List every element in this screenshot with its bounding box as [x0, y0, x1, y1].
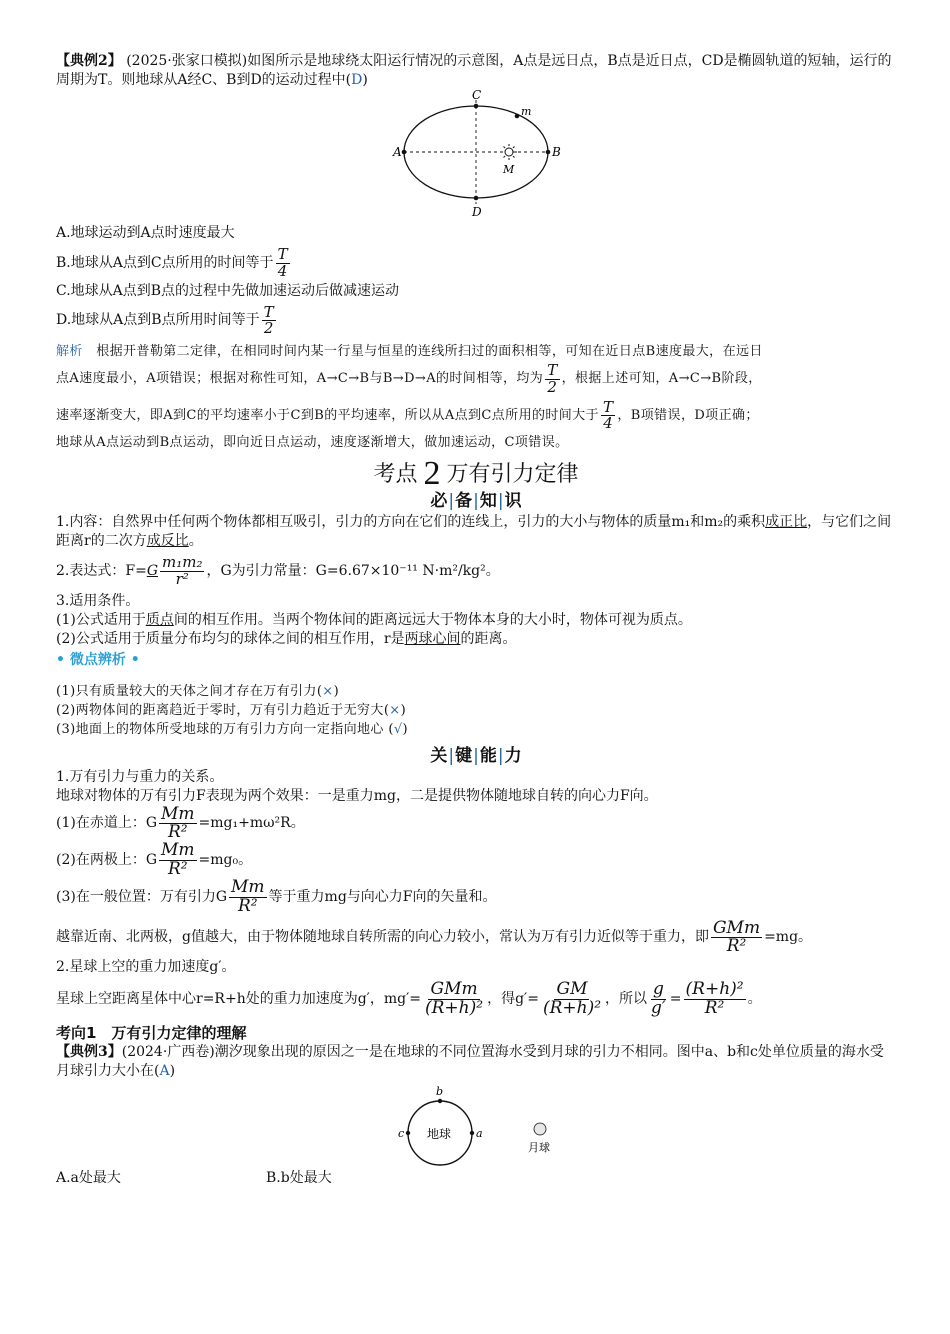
option-b: B.地球从A点到C点所用的时间等于 $\frac{T}{4}$	[56, 245, 288, 280]
svg-text:a: a	[476, 1126, 483, 1140]
answer: D	[351, 72, 363, 88]
equator-eq: (1)在赤道上：G $\frac{Mm}{\text{R²}}$ =mg₁+mω²R。	[56, 803, 305, 843]
heading-guanjian: 关|键|能|力	[430, 745, 522, 766]
moon-label: 月球	[528, 1140, 550, 1154]
point-a	[470, 1131, 474, 1135]
point-a	[402, 150, 407, 155]
label-a: A	[393, 145, 402, 159]
tide-diagram	[56, 1085, 896, 1169]
label-d: D	[472, 205, 482, 219]
point-b	[546, 150, 551, 155]
example-tag: 【典例2】	[56, 53, 122, 69]
point-b	[438, 1099, 442, 1103]
micro-points: (1)只有质量较大的天体之间才存在万有引力(×) (2)两物体间的距离趋近于零时，万有引力趋近于无穷大(×) (3)地面上的物体所受地球的万有引力方向一定指向地心 (√)	[56, 683, 408, 737]
near-poles: 越靠近南、北两极，g值越大，由于物体随地球自转所需的向心力较小，常认为万有引力近似等于重力，即 $\frac{\text{GMm}}{\text{R²}}$ =mg。	[56, 917, 813, 957]
label-c: C	[472, 90, 482, 102]
pole-eq: (2)在两极上：G $\frac{Mm}{\text{R²}}$ =mg₀。	[56, 840, 253, 880]
example-2: 【典例2】 (2025·张家口模拟)如图所示是地球绕太阳运行情况的示意图，A点是远日点，B点是近日点，CD是椭圆轨道的短轴，运行的周期为T。则地球从A经C、B到D的运动过程中(D)	[56, 53, 892, 88]
direction-heading: 考向1 万有引力定律的理解	[56, 1023, 247, 1042]
moon-icon	[534, 1123, 546, 1135]
svg-text:c: c	[398, 1126, 405, 1140]
label-m-earth: m	[521, 105, 532, 118]
orbit-diagram	[56, 90, 896, 222]
micro-point-heading: • 微点辨析 •	[56, 651, 140, 668]
label-m-sun: M	[503, 163, 515, 176]
option-3b: B.b处最大	[266, 1169, 332, 1186]
fraction-t-2: $\frac{T}{2}$	[263, 302, 274, 338]
fraction-m1m2-r2: $\frac{\text{m₁m₂}}{\text{r²}}$	[162, 553, 203, 588]
point-c	[474, 104, 479, 109]
condition-2: (2)公式适用于质量分布均匀的球体之间的相互作用，r是两球心间的距离。	[56, 630, 517, 647]
option-d: D.地球从A点到B点所用时间等于 $\frac{T}{2}$	[56, 302, 274, 338]
page: 【典例2】 (2025·张家口模拟)如图所示是地球绕太阳运行情况的示意图，A点是远日点，B点是近日点，CD是椭圆轨道的短轴，运行的周期为T。则地球从A经C、B到D的运动过程中(D) A B C D M m A.地球运动到A点时速度最大 B.地球从A点到C点所用的时间等于 $\frac{T}{4}$ C.地球从A点到B点的过程中先做加速运动后做减速运动 D.地球从A点到B点所用时间等于 $\frac{T}{2}$ 解析 根据开普勒第二定律，在相同时间内某一行星与恒星的连线所扫过的面积相等，可知在近日点B速度最大，在远日 点A速度最小，A项错误；根据对称性可知，A→C→B与B→D→A的时间相等，均为 $\frac{T}{2}$ ，根据上述可知，A→C→B阶段， 速率逐渐变大，即A到C的平均速率小于C到B的平均速率，所以从A点到C点所用的时间大于 $\frac{T}{4}$ ，B项错误，D项正确； 地球从A点运动到B点运动，即向近日点运动，速度逐渐增大，做加速运动，C项错误。 考点 2 万有引力定律 必|备|知|识 1.内容：自然界中任何两个物体都相互吸引，引力的方向在它们的连线上，引力的大小与物体的质量m₁和m₂的乘积成正比，与它们之间距离r的二次方成反比。 2.表达式：F= G $\frac{\text{m₁m₂}}{\text{r²}}$ ，G为引力常量：G=6.67×10⁻¹¹ N·m²/kg²。 3.适用条件。 (1)公式适用于质点间的相互作用。当两个物体间的距离远远大于物体本身的大小时，物体可视为质点。 (2)公式适用于质量分布均匀的球体之间的相互作用，r是两球心间的距离。 • 微点辨析 • (1)只有质量较大的天体之间才存在万有引力(×) (2)两物体间的距离趋近于零时，万有引力趋近于无穷大(×) (3)地面上的物体所受地球的万有引力方向一定指向地心 (√) 关|键|能|力 1.万有引力与重力的关系。 地球对物体的万有引力F表现为两个效果：一是重力mg，二是提供物体随地球自转的向心力F向。 (1)在赤道上：G $\frac{Mm}{\text{R²}}$ =mg₁+mω²R。 (2)在两极上：G $\frac{Mm}{\text{R²}}$ =mg₀。 (3)在一般位置：万有引力G $\frac{Mm}{\text{R²}}$ 等于重力mg与向心力F向的矢量和。 越靠近南、北两极，g值越大，由于物体随地球自转所需的向心力较小，常认为万有引力近似等于重力，即 $\frac{\text{GMm}}{\text{R²}}$ =mg。 2.星球上空的重力加速度g′。 星球上空距离星体中心r=R+h处的重力加速度为g′，mg′= $\frac{\text{GMm}}{\text{(R+h)²}}$ ，得g′= $\frac{GM}{\text{(R+h)²}}$ ，所以 $\frac{g}{g'}$ = $\frac{\text{(R+h)²}}{\text{R²}}$ 。 考向1 万有引力定律的理解 【典例3】(2024·广西卷)潮汐现象出现的原因之一是在地球的不同位置海水受到月球的引力不相同。图中a、b和c处单位质量的海水受月球引力大小在(A) 地球 月球 a b c A.a处最大 B.b处最大	[56, 52, 896, 1188]
gravity-altitude-eq: 星球上空距离星体中心r=R+h处的重力加速度为g′，mg′= $\frac{\text{GMm}}{\text{(R+h)²}}$ ，得g′= $\frac{GM}{\text{(R+h)²}}$ ，所以 $\frac{g}{g'}$ = $\frac{\text{(R+h)²}}{\text{R²}}$ 。	[56, 979, 762, 1019]
options-3	[56, 1169, 896, 1188]
knowledge-2: 2.表达式：F= G $\frac{\text{m₁m₂}}{\text{r²}}$ ，G为引力常量：G=6.67×10⁻¹¹ N·m²/kg²。	[56, 553, 500, 588]
earth-label: 地球	[427, 1126, 452, 1141]
fraction-t-4: $\frac{T}{4}$	[602, 397, 614, 433]
analysis-label: 解析	[56, 344, 83, 359]
heading-bibei: 必|备|知|识	[430, 491, 522, 511]
point-c	[406, 1131, 410, 1135]
label-b: B	[552, 145, 561, 159]
option-3a: A.a处最大	[56, 1169, 121, 1186]
section-title: 考点 2 万有引力定律	[373, 455, 579, 492]
condition-1: (1)公式适用于质点间的相互作用。当两个物体间的距离远远大于物体本身的大小时，物体可视为质点。	[56, 611, 692, 628]
tide-figure	[56, 1085, 896, 1169]
point-d	[474, 196, 479, 201]
example-3: 【典例3】(2024·广西卷)潮汐现象出现的原因之一是在地球的不同位置海水受到月球的引力不相同。图中a、b和c处单位质量的海水受月球引力大小在(A)	[56, 1043, 884, 1079]
fraction-t-4: $\frac{T}{4}$	[277, 245, 288, 280]
svg-text:b: b	[436, 1084, 444, 1098]
earth-point-m	[515, 114, 520, 119]
analysis: 解析 根据开普勒第二定律，在相同时间内某一行星与恒星的连线所扫过的面积相等，可知在近日点B速度最大，在远日 点A速度最小，A项错误；根据对称性可知，A→C→B与B→D→A的时间相等，均为 $\frac{T}{2}$ ，根据上述可知，A→C→B阶段， 速率逐渐变大，即A到C的平均速率小于C到B的平均速率，所以从A点到C点所用的时间大于 $\frac{T}{4}$ ，B项错误，D项正确； 地球从A点运动到B点运动，即向近日点运动，速度逐渐增大，做加速运动，C项错误。	[56, 344, 763, 450]
option-c: C.地球从A点到B点的过程中先做加速运动后做减速运动	[56, 282, 400, 299]
general-eq: (3)在一般位置：万有引力G $\frac{Mm}{\text{R²}}$ 等于重力mg与向心力F向的矢量和。	[56, 876, 497, 916]
knowledge-1: 1.内容：自然界中任何两个物体都相互吸引，引力的方向在它们的连线上，引力的大小与物体的质量m₁和m₂的乘积成正比，与它们之间距离r的二次方成反比。	[56, 514, 892, 549]
orbit-figure	[56, 90, 896, 222]
option-a: A.地球运动到A点时速度最大	[56, 225, 235, 241]
fraction-t-2: $\frac{T}{2}$	[547, 361, 558, 396]
